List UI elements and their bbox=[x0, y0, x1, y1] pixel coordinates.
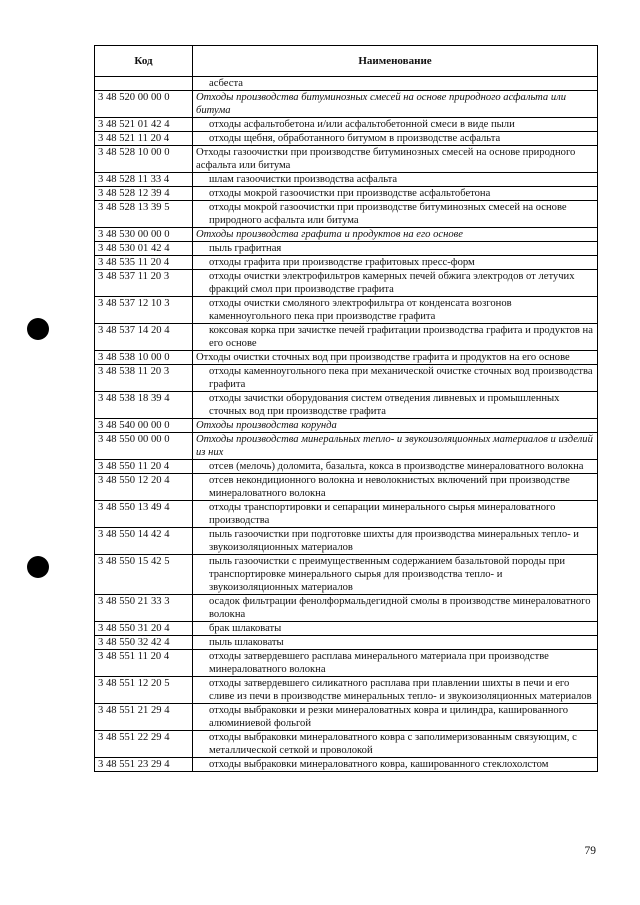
waste-code: 3 48 550 12 20 4 bbox=[95, 474, 193, 501]
table-row bbox=[95, 433, 598, 460]
waste-code: 3 48 521 01 42 4 bbox=[95, 118, 193, 132]
waste-name: отходы выбраковки минераловатного ковра, кашированного стеклохолстом bbox=[193, 758, 598, 772]
waste-code: 3 48 528 10 00 0 bbox=[95, 146, 193, 173]
waste-code: 3 48 538 11 20 3 bbox=[95, 365, 193, 392]
waste-code: 3 48 528 13 39 5 bbox=[95, 201, 193, 228]
table-row bbox=[95, 365, 598, 392]
waste-name: Отходы производства корунда bbox=[193, 419, 598, 433]
waste-code: 3 48 550 32 42 4 bbox=[95, 636, 193, 650]
waste-code bbox=[95, 77, 193, 91]
waste-name: отходы щебня, обработанного битумом в производстве асфальта bbox=[193, 132, 598, 146]
waste-name: отходы зачистки оборудования систем отведения ливневых и промышленных сточных вод при производстве графита bbox=[193, 392, 598, 419]
waste-name: отсев некондиционного волокна и неволокнистых включений при производстве минераловатного волокна bbox=[193, 474, 598, 501]
waste-name: пыль газоочистки с преимущественным содержанием базальтовой породы при транспортировке минерального сырья для производства тепло- и звукоизоляционных материалов bbox=[193, 555, 598, 595]
table-row bbox=[95, 460, 598, 474]
waste-name: Отходы производства минеральных тепло- и звукоизоляционных материалов и изделий из них bbox=[193, 433, 598, 460]
table-row bbox=[95, 704, 598, 731]
waste-code: 3 48 530 01 42 4 bbox=[95, 242, 193, 256]
table-row bbox=[95, 677, 598, 704]
table-row bbox=[95, 392, 598, 419]
table-row bbox=[95, 256, 598, 270]
table-row bbox=[95, 474, 598, 501]
waste-code: 3 48 528 12 39 4 bbox=[95, 187, 193, 201]
waste-name: Отходы очистки сточных вод при производстве графита и продуктов на его основе bbox=[193, 351, 598, 365]
table-row bbox=[95, 91, 598, 118]
table-row bbox=[95, 622, 598, 636]
table-row bbox=[95, 228, 598, 242]
waste-name: пыль газоочистки при подготовке шихты для производства минеральных тепло- и звукоизоляционных материалов bbox=[193, 528, 598, 555]
waste-code: 3 48 537 11 20 3 bbox=[95, 270, 193, 297]
table-body bbox=[95, 77, 598, 772]
table-row bbox=[95, 555, 598, 595]
table-header-row bbox=[95, 46, 598, 77]
waste-code: 3 48 551 22 29 4 bbox=[95, 731, 193, 758]
waste-name: отходы графита при производстве графитовых пресс-форм bbox=[193, 256, 598, 270]
table-row bbox=[95, 419, 598, 433]
page-number: 79 bbox=[584, 845, 596, 857]
binder-hole bbox=[27, 556, 49, 578]
table-row bbox=[95, 146, 598, 173]
waste-code: 3 48 520 00 00 0 bbox=[95, 91, 193, 118]
table-row bbox=[95, 270, 598, 297]
waste-name: брак шлаковаты bbox=[193, 622, 598, 636]
waste-name: отходы затвердевшего расплава минерального материала при производстве минераловатного волокна bbox=[193, 650, 598, 677]
table-row bbox=[95, 351, 598, 365]
table-row bbox=[95, 528, 598, 555]
table-row bbox=[95, 758, 598, 772]
waste-code: 3 48 537 12 10 3 bbox=[95, 297, 193, 324]
table-row bbox=[95, 595, 598, 622]
column-header-name: Наименование bbox=[193, 46, 598, 77]
table-row bbox=[95, 187, 598, 201]
waste-code: 3 48 535 11 20 4 bbox=[95, 256, 193, 270]
table-row bbox=[95, 324, 598, 351]
waste-code: 3 48 521 11 20 4 bbox=[95, 132, 193, 146]
waste-code: 3 48 550 21 33 3 bbox=[95, 595, 193, 622]
waste-name: пыль графитная bbox=[193, 242, 598, 256]
waste-code: 3 48 550 15 42 5 bbox=[95, 555, 193, 595]
table-row bbox=[95, 77, 598, 91]
waste-name: отходы выбраковки и резки минераловатных ковра и цилиндра, кашированного алюминиевой фольгой bbox=[193, 704, 598, 731]
waste-name: отходы транспортировки и сепарации минерального сырья минераловатного производства bbox=[193, 501, 598, 528]
waste-name: пыль шлаковаты bbox=[193, 636, 598, 650]
table-row bbox=[95, 731, 598, 758]
waste-classification-table bbox=[94, 45, 598, 772]
waste-name: отходы очистки электрофильтров камерных печей обжига электродов от летучих фракций смол при производстве графита bbox=[193, 270, 598, 297]
waste-code: 3 48 550 14 42 4 bbox=[95, 528, 193, 555]
waste-code: 3 48 538 18 39 4 bbox=[95, 392, 193, 419]
waste-code: 3 48 551 21 29 4 bbox=[95, 704, 193, 731]
waste-name: Отходы газоочистки при производстве битуминозных смесей на основе природного асфальта или битума bbox=[193, 146, 598, 173]
waste-name: отходы затвердевшего силикатного расплава при плавлении шихты в печи и его сливе из печи в производстве минеральных тепло- и звукоизоляционных материалов bbox=[193, 677, 598, 704]
waste-name: асбеста bbox=[193, 77, 598, 91]
waste-code: 3 48 550 13 49 4 bbox=[95, 501, 193, 528]
waste-name: отходы очистки смоляного электрофильтра от конденсата возгонов каменноугольного пека при производстве графита bbox=[193, 297, 598, 324]
waste-name: Отходы производства графита и продуктов на его основе bbox=[193, 228, 598, 242]
column-header-code: Код bbox=[95, 46, 193, 77]
table-row bbox=[95, 297, 598, 324]
waste-name: шлам газоочистки производства асфальта bbox=[193, 173, 598, 187]
waste-name: коксовая корка при зачистке печей графитации производства графита и продуктов на его основе bbox=[193, 324, 598, 351]
waste-code: 3 48 550 31 20 4 bbox=[95, 622, 193, 636]
waste-code: 3 48 538 10 00 0 bbox=[95, 351, 193, 365]
waste-name: отходы мокрой газоочистки при производстве асфальтобетона bbox=[193, 187, 598, 201]
waste-code: 3 48 540 00 00 0 bbox=[95, 419, 193, 433]
waste-code: 3 48 530 00 00 0 bbox=[95, 228, 193, 242]
waste-name: отходы асфальтобетона и/или асфальтобетонной смеси в виде пыли bbox=[193, 118, 598, 132]
table-row bbox=[95, 636, 598, 650]
waste-code: 3 48 551 23 29 4 bbox=[95, 758, 193, 772]
waste-name: осадок фильтрации фенолформальдегидной смолы в производстве минераловатного волокна bbox=[193, 595, 598, 622]
binder-hole bbox=[27, 318, 49, 340]
waste-name: отходы выбраковки минераловатного ковра с заполимеризованным связующим, с металлической сеткой и проволокой bbox=[193, 731, 598, 758]
waste-name: Отходы производства битуминозных смесей на основе природного асфальта или битума bbox=[193, 91, 598, 118]
table-row bbox=[95, 201, 598, 228]
waste-code: 3 48 550 11 20 4 bbox=[95, 460, 193, 474]
waste-code: 3 48 550 00 00 0 bbox=[95, 433, 193, 460]
table-row bbox=[95, 650, 598, 677]
waste-code: 3 48 537 14 20 4 bbox=[95, 324, 193, 351]
table-row bbox=[95, 173, 598, 187]
waste-name: отходы каменноугольного пека при механической очистке сточных вод производства графита bbox=[193, 365, 598, 392]
waste-code: 3 48 551 12 20 5 bbox=[95, 677, 193, 704]
table-row bbox=[95, 132, 598, 146]
waste-name: отсев (мелочь) доломита, базальта, кокса в производстве минераловатного волокна bbox=[193, 460, 598, 474]
table-row bbox=[95, 242, 598, 256]
table-row bbox=[95, 501, 598, 528]
table-row bbox=[95, 118, 598, 132]
waste-code: 3 48 551 11 20 4 bbox=[95, 650, 193, 677]
waste-code: 3 48 528 11 33 4 bbox=[95, 173, 193, 187]
waste-name: отходы мокрой газоочистки при производстве битуминозных смесей на основе природного асфальта или битума bbox=[193, 201, 598, 228]
